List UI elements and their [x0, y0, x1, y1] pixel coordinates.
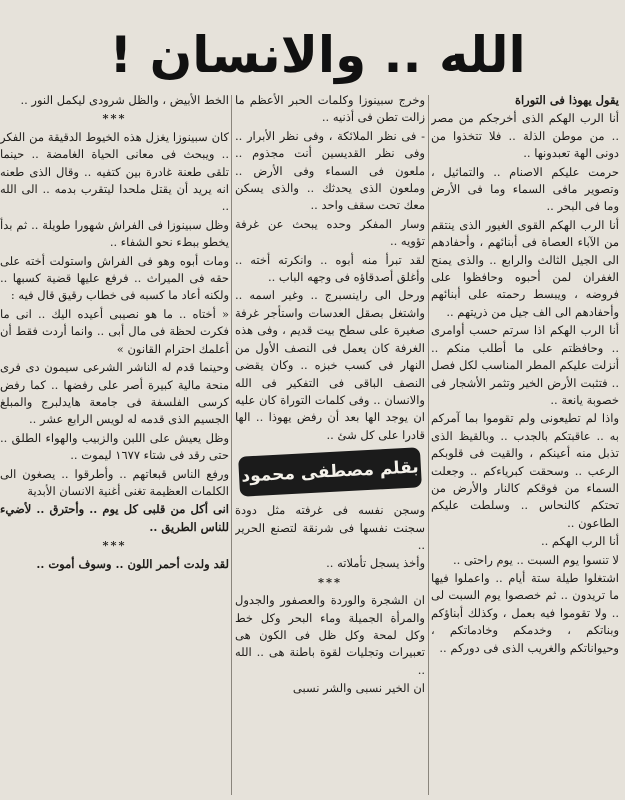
paragraph: لا تنسوا يوم السبت .. يوم راحتى .. [453, 552, 619, 567]
section-separator: *** [102, 111, 127, 126]
paragraph: وظل يعيش على اللبن والزبيب والهواء الطلق .. حتى رقد فى شتاء ١٦٧٧ ليموت .. [0, 430, 229, 463]
paragraph: ورحل الى راينسبرج .. وغير اسمه .. واشتغل بصقل العدسات واستأجر غرفة صغيرة على سطح بيت قديم ، وفى هذه الغرفة كان يعمل فى النصف الأول من النهار فى كسب خبزه .. وكان يقضى النصف الباقى فى التفكير فى الله والانسان .. وفى كلمات التوراة كان عليه ان يوجد الها بعد أن رفض يهوذا .. الها قادرا على كل شئ .. [235, 288, 425, 442]
paragraph: لقد ولدت أحمر اللون .. وسوف أموت .. [36, 556, 229, 571]
paragraph: يقول يهوذا فى التوراة [514, 93, 619, 107]
paragraph: أنا الرب الهكم الذى أخرجكم من مصر .. من موطن الذلة .. فلا تتخذوا من دونى الهة تعبدونها .. [431, 111, 619, 161]
paragraph: حرمت عليكم الاصنام .. والتماثيل ، وتصوير مافى السماء وما فى الأرض وما فى البحر .. [431, 164, 619, 214]
paragraph: ومات أبوه وهو فى الفراش واستولت أخته على حقه فى الميراث .. فرفع عليها قضية كسبها .. ولكنه أعاد ما كسبه فى خطاب رقيق قال فيه : [0, 253, 229, 303]
paragraph: وأخذ يسجل تأملاته .. [326, 556, 425, 571]
paragraph: ورفع الناس قبعاتهم .. وأطرقوا .. يصغون الى الكلمات العظيمة تغنى أغنية الانسان الأبدية [0, 466, 229, 498]
section-separator: *** [317, 574, 343, 589]
paragraph: كان سبينوزا يغزل هذه الخيوط الدقيقة من الفكر .. ويبحث فى معانى الحياة الغامضة .. حينما تلقى طعنة غادرة بين كتفيه .. وقال الذى طعنه انه يريد أن يقتل ملحدا ليتقرب بدمه .. الى الله .. [0, 129, 229, 214]
article-column-3 [0, 92, 229, 800]
paragraph: اشتغلوا طيلة ستة أيام .. واعملوا فيها ما تريدون .. ثم خصصوا يوم السبت لى .. ولا تقوموا فيه بعمل ، وكذلك أبناؤكم وبناتكم ، وخدمكم وخادماتكم ، وحيواناتكم والغريب الذى فى دوركم .. [431, 570, 619, 655]
paragraph: واذا لم تطيعونى ولم تقوموا بما آمركم به .. عاقبتكم بالجدب .. وبالقيظ الذى تذبل منه أعينكم ، والقيت فى قلوبكم الرعب .. وسحقت كبرياءكم .. وجعلت السماء من فوقكم كالنار والأرض من تحتكم كالنحاس .. وسلطت عليكم الطاعون .. [431, 411, 619, 530]
paragraph: ان الخير نسبى والشر نسبى [292, 681, 425, 696]
paragraph: وظل سبينوزا فى الفراش شهورا طويلة .. ثم بدأ يخطو ببطء نحو الشفاء .. [0, 217, 229, 250]
paragraph: وخرج سبينوزا وكلمات الحبر الأعظم ما زالت تطن فى أذنيه .. [235, 93, 425, 125]
paragraph: - فى نظر الملائكة ، وفى نظر الأبرار .. وفى نظر القديسين أنت مجذوم .. ملعون فى السماء وفى الأرض .. وملعون الذى يحدثك .. والذى يسكن معك تحت سقف واحد .. [235, 128, 425, 213]
column-divider [428, 95, 429, 795]
paragraph: وحينما قدم له الناشر الشرعى سيمون دى فرى منحة مالية كبيرة أصر على رفضها .. كما رفض كرسى الفلسفة فى جامعة هايدلبرج والمبلغ الجسيم الذى قدمه له لويس الرابع عشر .. [0, 360, 229, 427]
paragraph: انى أكل من قلبى كل يوم .. وأحترق .. لأضيء للناس الطريق .. [0, 502, 229, 534]
article-column-2 [235, 92, 425, 800]
headline: الله .. والانسان ! [109, 26, 526, 84]
paragraph: أنا الرب الهكم القوى الغيور الذى ينتقم من الآباء العصاة فى أبنائهم ، وأحفادهم الى الجيل الثالث والرابع .. والذى يمنح الغفران لمن أحبوه وحافظوا على فروضه ، ويبسط رحمته على أبنائهم وأحفادهم الى الف جيل من ذريتهم .. [431, 217, 619, 319]
column-divider [231, 95, 232, 795]
paragraph: أنا الرب الهكم اذا سرتم حسب أوامرى .. وحافظتم على ما أطلب منكم .. أنزلت عليكم المطر المناسب لكل فصل .. فتثبت الأرض الخير وتثمر الأشجار فى خصوبة يانعة .. [431, 323, 619, 407]
paragraph: أنا الرب الهكم .. [540, 534, 619, 549]
article-column-1 [431, 92, 619, 800]
paragraph: لقد تبرأ منه أبوه .. وانكرته أخته .. وأغلق أصدقاؤه فى وجهه الباب .. [235, 252, 425, 285]
paragraph: الخط الأبيض ، والظل شرودى ليكمل النور .. [20, 93, 229, 107]
section-separator: *** [102, 538, 127, 553]
paragraph: ان الشجرة والوردة والعصفور والجدول والمرأة الجميلة وماء البحر وكل خط وكل لمحة وكل ظل فى الكون هى تعبيرات وتجليات لقوة باطنة هى .. الله .. [235, 593, 425, 677]
paragraph: وسار المفكر وحده يبحث عن غرفة تؤويه .. [235, 216, 425, 249]
paragraph: وسجن نفسه فى غرفته مثل دودة سجنت نفسها فى شرنقة لتصنع الحرير .. [235, 503, 425, 552]
author-byline: بقلم مصطفى محمود [238, 447, 422, 496]
paragraph: « أختاه .. ما هو نصيبى أعيده اليك .. انى ما فكرت لحظة فى مال أبى .. وانما أردت فقط أن أعلمك احترام القانون » [0, 306, 229, 356]
